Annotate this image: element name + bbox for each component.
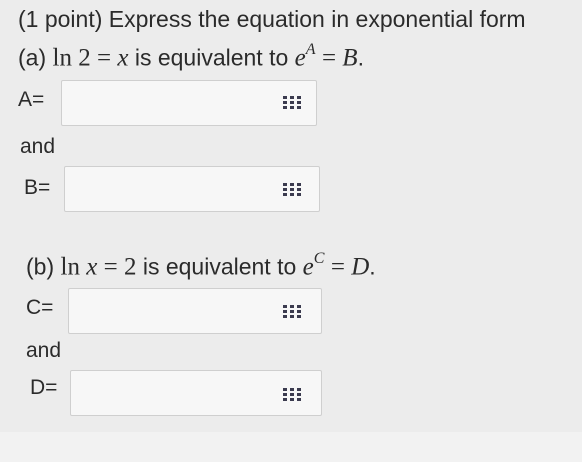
page-footer-area	[0, 432, 582, 462]
part-a-exponent: A	[305, 41, 316, 58]
part-a-arg: 2	[78, 44, 91, 72]
part-a-middle: is equivalent to	[134, 44, 289, 71]
part-a-eq2: =	[321, 44, 337, 72]
answer-b-input[interactable]	[64, 166, 320, 212]
field-b-label: B=	[24, 176, 51, 199]
part-b-eq2: =	[330, 253, 345, 281]
part-b-exponent: C	[313, 250, 325, 267]
part-a-eq1: =	[96, 44, 112, 72]
field-d-label: D=	[30, 376, 58, 399]
matrix-grid-icon[interactable]	[283, 305, 301, 319]
field-c-label: C=	[26, 296, 54, 319]
part-b-rhs-2: 2	[123, 253, 137, 281]
part-b-period: .	[369, 253, 376, 280]
matrix-grid-icon[interactable]	[283, 183, 301, 197]
part-a-prefix: (a)	[18, 44, 47, 71]
part-b-rhs: D	[351, 253, 370, 281]
part-b-ln: ln	[60, 253, 80, 281]
problem-title: (1 point) Express the equation in exponential form	[18, 6, 526, 32]
part-a-x: x	[117, 44, 129, 72]
part-b-prefix: (b)	[26, 253, 55, 280]
part-b-statement	[26, 250, 376, 282]
matrix-grid-icon[interactable]	[283, 388, 301, 402]
part-a-ln: ln	[52, 44, 72, 72]
part-b-middle: is equivalent to	[142, 253, 297, 280]
part-a-base: e	[294, 44, 306, 72]
part-a-rhs: B	[342, 44, 358, 72]
and-label-a: and	[20, 135, 56, 158]
answer-c-input[interactable]	[68, 288, 322, 334]
field-a-label: A=	[18, 88, 45, 111]
part-b-base: e	[302, 253, 314, 281]
part-b-arg: x	[86, 253, 98, 281]
and-label-b: and	[26, 339, 62, 362]
part-a-statement	[18, 41, 364, 73]
part-b-eq1: =	[103, 253, 118, 281]
matrix-grid-icon[interactable]	[283, 96, 301, 110]
part-a-period: .	[357, 44, 364, 71]
answer-a-input[interactable]	[61, 80, 317, 126]
answer-d-input[interactable]	[70, 370, 322, 416]
